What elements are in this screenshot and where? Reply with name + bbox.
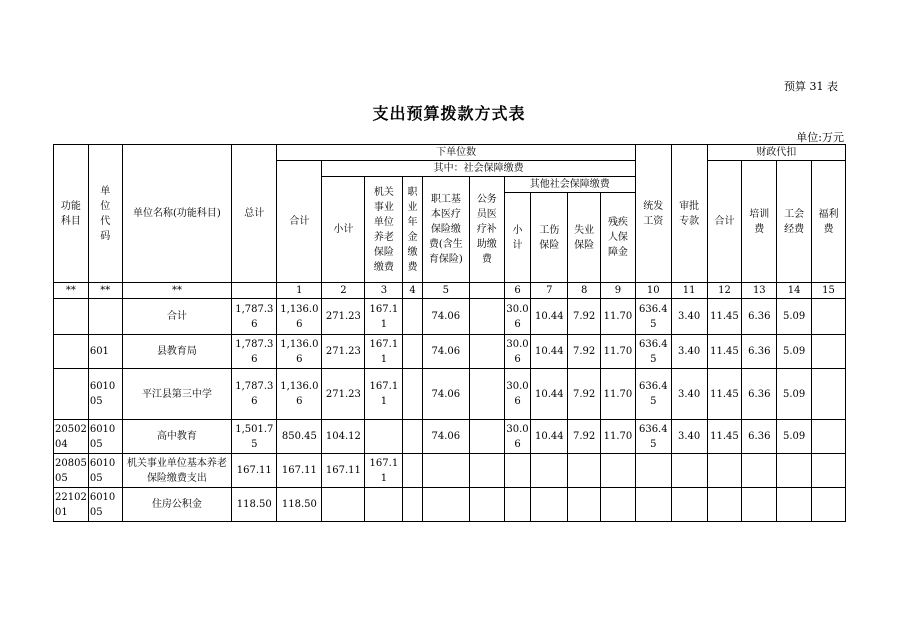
header-approval-special: 审批专款 — [671, 145, 707, 283]
cell-c10: 636.45 — [635, 369, 671, 420]
cell-c4 — [403, 335, 422, 369]
cell-c5 — [422, 454, 469, 488]
cell-c9: 11.70 — [601, 335, 636, 369]
cell-name: 县教育局 — [122, 335, 232, 369]
index-cell: 10 — [635, 283, 671, 299]
cell-c11: 3.40 — [671, 369, 707, 420]
cell-c10 — [635, 454, 671, 488]
cell-func — [54, 299, 89, 335]
cell-name: 平江县第三中学 — [122, 369, 232, 420]
cell-c11: 3.40 — [671, 420, 707, 454]
index-cell — [469, 283, 504, 299]
cell-c3 — [365, 488, 403, 522]
cell-c11: 3.40 — [671, 299, 707, 335]
header-agency-pension: 机关事业单位养老保险缴费 — [365, 177, 403, 283]
cell-c14 — [777, 488, 812, 522]
cell-cs — [469, 299, 504, 335]
index-cell: 5 — [422, 283, 469, 299]
cell-c8: 7.92 — [568, 420, 601, 454]
cell-c7: 10.44 — [531, 369, 568, 420]
cell-c13: 6.36 — [742, 299, 777, 335]
cell-c10: 636.45 — [635, 335, 671, 369]
header-other-subtotal: 小计 — [504, 193, 531, 283]
cell-c13 — [742, 488, 777, 522]
header-social-insurance: 其中：社会保障缴费 — [322, 161, 635, 177]
cell-c7: 10.44 — [531, 335, 568, 369]
cell-c14: 5.09 — [777, 369, 812, 420]
cell-c15 — [812, 454, 846, 488]
cell-func — [54, 369, 89, 420]
cell-c1: 1,136.06 — [277, 335, 322, 369]
header-finance-total: 合计 — [707, 161, 742, 283]
cell-c13: 6.36 — [742, 369, 777, 420]
index-cell: 11 — [671, 283, 707, 299]
header-lower-unit-count: 下单位数 — [277, 145, 636, 161]
table-row — [54, 454, 846, 488]
cell-c3: 167.11 — [365, 335, 403, 369]
cell-c8 — [568, 454, 601, 488]
cell-func: 2210201 — [54, 488, 89, 522]
cell-total: 1,787.36 — [232, 369, 277, 420]
cell-c9: 11.70 — [601, 299, 636, 335]
header-finance-agency: 财政代扣 — [707, 145, 845, 161]
cell-c10: 636.45 — [635, 299, 671, 335]
cell-c6: 30.06 — [504, 369, 531, 420]
cell-c5: 74.06 — [422, 299, 469, 335]
cell-c1: 1,136.06 — [277, 369, 322, 420]
cell-c2: 104.12 — [322, 420, 365, 454]
header-occupational-annuity: 职业年金缴费 — [403, 177, 422, 283]
index-cell: 6 — [504, 283, 531, 299]
index-cell: 1 — [277, 283, 322, 299]
cell-c1: 118.50 — [277, 488, 322, 522]
cell-c15 — [812, 335, 846, 369]
header-other-social: 其他社会保障缴费 — [504, 177, 635, 193]
table-row — [54, 335, 846, 369]
cell-code: 601005 — [88, 420, 122, 454]
table-row — [54, 369, 846, 420]
index-cell: 12 — [707, 283, 742, 299]
cell-c3 — [365, 420, 403, 454]
cell-c14: 5.09 — [777, 299, 812, 335]
cell-c4 — [403, 488, 422, 522]
cell-c14: 5.09 — [777, 420, 812, 454]
cell-c8: 7.92 — [568, 335, 601, 369]
cell-c9 — [601, 454, 636, 488]
table-row — [54, 488, 846, 522]
cell-c8 — [568, 488, 601, 522]
header-social-subtotal: 小计 — [322, 177, 365, 283]
cell-c4 — [403, 454, 422, 488]
header-union: 工会经费 — [777, 161, 812, 283]
header-unemployment: 失业保险 — [568, 193, 601, 283]
header-civil-servant-medical: 公务员医疗补助缴费 — [469, 177, 504, 283]
cell-c4 — [403, 420, 422, 454]
page-title: 支出预算拨款方式表 — [372, 104, 526, 123]
cell-c12: 11.45 — [707, 299, 742, 335]
cell-code: 601005 — [88, 369, 122, 420]
cell-cs — [469, 488, 504, 522]
cell-code: 601 — [88, 335, 122, 369]
index-cell: 4 — [403, 283, 422, 299]
index-row — [54, 283, 846, 299]
cell-cs — [469, 420, 504, 454]
cell-c13: 6.36 — [742, 420, 777, 454]
cell-c2 — [322, 488, 365, 522]
cell-cs — [469, 454, 504, 488]
table-row — [54, 299, 846, 335]
cell-c1: 167.11 — [277, 454, 322, 488]
cell-name: 高中教育 — [122, 420, 232, 454]
cell-c15 — [812, 369, 846, 420]
cell-c4 — [403, 369, 422, 420]
cell-c2: 271.23 — [322, 369, 365, 420]
cell-c11: 3.40 — [671, 335, 707, 369]
cell-c5: 74.06 — [422, 335, 469, 369]
cell-cs — [469, 335, 504, 369]
cell-total: 1,787.36 — [232, 299, 277, 335]
index-cell: 13 — [742, 283, 777, 299]
cell-code — [88, 299, 122, 335]
cell-c3: 167.11 — [365, 454, 403, 488]
cell-c13 — [742, 454, 777, 488]
table-row — [54, 420, 846, 454]
index-cell: 15 — [812, 283, 846, 299]
cell-c12: 11.45 — [707, 369, 742, 420]
cell-func: 2080505 — [54, 454, 89, 488]
cell-c10: 636.45 — [635, 420, 671, 454]
cell-c11 — [671, 454, 707, 488]
cell-c7: 10.44 — [531, 299, 568, 335]
header-training: 培训费 — [742, 161, 777, 283]
cell-code: 601005 — [88, 488, 122, 522]
cell-c12 — [707, 488, 742, 522]
index-cell: 2 — [322, 283, 365, 299]
cell-c5: 74.06 — [422, 420, 469, 454]
unit-label: 单位:万元 — [796, 131, 844, 144]
header-work-injury: 工伤保险 — [531, 193, 568, 283]
cell-c13: 6.36 — [742, 335, 777, 369]
cell-c1: 1,136.06 — [277, 299, 322, 335]
cell-name: 住房公积金 — [122, 488, 232, 522]
cell-c12: 11.45 — [707, 420, 742, 454]
cell-total: 1,787.36 — [232, 335, 277, 369]
cell-c12 — [707, 454, 742, 488]
index-cell: 8 — [568, 283, 601, 299]
cell-func — [54, 335, 89, 369]
cell-c8: 7.92 — [568, 299, 601, 335]
cell-c7: 10.44 — [531, 420, 568, 454]
cell-c14: 5.09 — [777, 335, 812, 369]
cell-c6 — [504, 488, 531, 522]
header-unit-code: 单位代码 — [88, 145, 122, 283]
cell-c6 — [504, 454, 531, 488]
cell-c3: 167.11 — [365, 369, 403, 420]
index-cell: 7 — [531, 283, 568, 299]
cell-c7 — [531, 488, 568, 522]
cell-c15 — [812, 488, 846, 522]
cell-func: 2050204 — [54, 420, 89, 454]
cell-c6: 30.06 — [504, 335, 531, 369]
index-cell — [232, 283, 277, 299]
header-subtotal: 合计 — [277, 161, 322, 283]
cell-name: 合计 — [122, 299, 232, 335]
index-cell: ** — [122, 283, 232, 299]
index-cell: 9 — [601, 283, 636, 299]
cell-total: 118.50 — [232, 488, 277, 522]
index-cell: ** — [54, 283, 89, 299]
cell-c2: 167.11 — [322, 454, 365, 488]
cell-c10 — [635, 488, 671, 522]
header-unit-name: 单位名称(功能科目) — [122, 145, 232, 283]
cell-c9: 11.70 — [601, 369, 636, 420]
header-disability: 残疾人保障金 — [601, 193, 636, 283]
cell-c9 — [601, 488, 636, 522]
cell-c15 — [812, 299, 846, 335]
header-total: 总计 — [232, 145, 277, 283]
header-medical: 职工基本医疗保险缴费(含生育保险) — [422, 177, 469, 283]
cell-c7 — [531, 454, 568, 488]
cell-c9: 11.70 — [601, 420, 636, 454]
cell-c3: 167.11 — [365, 299, 403, 335]
index-cell: 3 — [365, 283, 403, 299]
budget-table — [53, 144, 846, 522]
cell-c14 — [777, 454, 812, 488]
cell-total: 167.11 — [232, 454, 277, 488]
cell-c6: 30.06 — [504, 299, 531, 335]
header-unified-salary: 统发工资 — [635, 145, 671, 283]
cell-c1: 850.45 — [277, 420, 322, 454]
cell-c4 — [403, 299, 422, 335]
cell-c5 — [422, 488, 469, 522]
index-cell: ** — [88, 283, 122, 299]
table-number-note: 预算 31 表 — [784, 80, 838, 93]
cell-c6: 30.06 — [504, 420, 531, 454]
cell-c2: 271.23 — [322, 335, 365, 369]
cell-c8: 7.92 — [568, 369, 601, 420]
header-func-code: 功能科目 — [54, 145, 89, 283]
cell-c12: 11.45 — [707, 335, 742, 369]
cell-c15 — [812, 420, 846, 454]
cell-c11 — [671, 488, 707, 522]
cell-c5: 74.06 — [422, 369, 469, 420]
cell-total: 1,501.75 — [232, 420, 277, 454]
cell-name: 机关事业单位基本养老保险缴费支出 — [122, 454, 232, 488]
cell-code: 601005 — [88, 454, 122, 488]
header-welfare: 福利费 — [812, 161, 846, 283]
cell-cs — [469, 369, 504, 420]
index-cell: 14 — [777, 283, 812, 299]
cell-c2: 271.23 — [322, 299, 365, 335]
